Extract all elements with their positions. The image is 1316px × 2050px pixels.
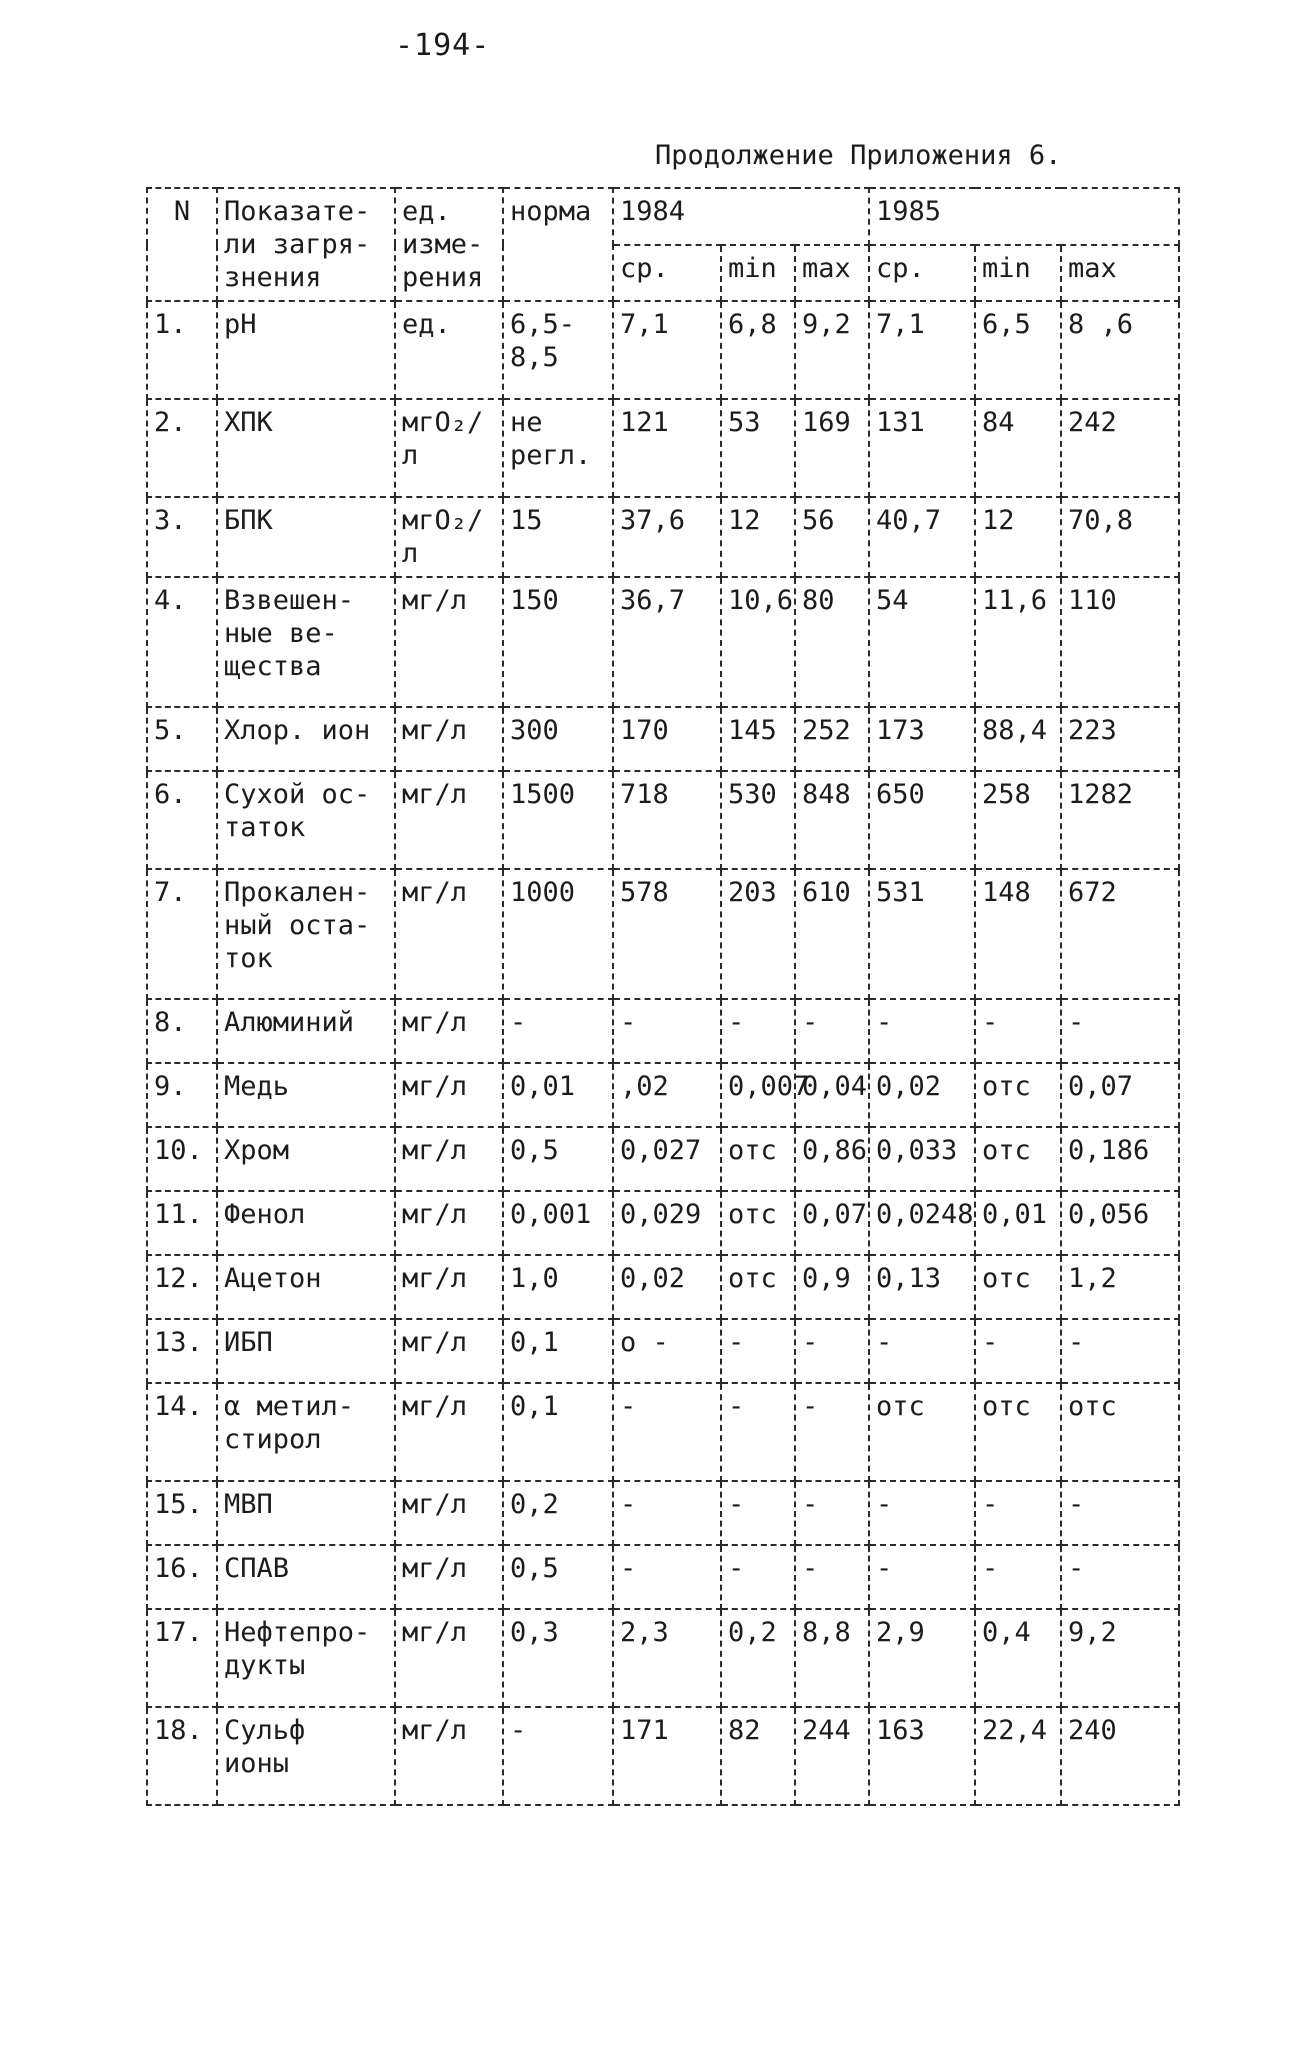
unit-cell: мгО₂/л xyxy=(395,497,503,577)
header-max-1984: max xyxy=(795,245,869,302)
table-row xyxy=(147,999,1179,1063)
min-1984-cell: - xyxy=(721,1319,795,1383)
min-1984-cell: 530 xyxy=(721,771,795,869)
min-1985-cell: отс xyxy=(975,1127,1061,1191)
norm-cell: - xyxy=(503,1707,613,1805)
avg-1985-cell: 40,7 xyxy=(869,497,975,577)
avg-1984-cell: - xyxy=(613,1545,721,1609)
avg-1984-cell: 578 xyxy=(613,869,721,999)
min-1985-cell: 84 xyxy=(975,399,1061,497)
indicator-name: Нефтепро- дукты xyxy=(217,1609,395,1707)
avg-1985-cell: 650 xyxy=(869,771,975,869)
norm-cell: 1000 xyxy=(503,869,613,999)
avg-1984-cell: 7,1 xyxy=(613,301,721,399)
row-number: 15. xyxy=(147,1481,217,1545)
indicator-name: Хлор. ион xyxy=(217,707,395,771)
table-row xyxy=(147,1545,1179,1609)
norm-cell: не регл. xyxy=(503,399,613,497)
norm-cell: 1,0 xyxy=(503,1255,613,1319)
avg-1984-cell: 170 xyxy=(613,707,721,771)
avg-1985-cell: 0,02 xyxy=(869,1063,975,1127)
avg-1984-cell: - xyxy=(613,999,721,1063)
max-1985-cell: 242 xyxy=(1061,399,1179,497)
table-row xyxy=(147,869,1179,999)
avg-1984-cell: - xyxy=(613,1481,721,1545)
indicator-name: Прокален- ный оста- ток xyxy=(217,869,395,999)
max-1985-cell: 0,07 xyxy=(1061,1063,1179,1127)
norm-cell: 15 xyxy=(503,497,613,577)
header-indicator: Показате- ли загря- знения xyxy=(217,188,395,301)
avg-1984-cell: 36,7 xyxy=(613,577,721,707)
row-number: 7. xyxy=(147,869,217,999)
min-1984-cell: 10,6 xyxy=(721,577,795,707)
min-1984-cell: - xyxy=(721,1383,795,1481)
max-1984-cell: 0,04 xyxy=(795,1063,869,1127)
min-1984-cell: 53 xyxy=(721,399,795,497)
avg-1985-cell: 173 xyxy=(869,707,975,771)
max-1985-cell: 240 xyxy=(1061,1707,1179,1805)
min-1985-cell: - xyxy=(975,1545,1061,1609)
norm-cell: 1500 xyxy=(503,771,613,869)
min-1984-cell: 203 xyxy=(721,869,795,999)
page-number: -194- xyxy=(395,28,491,63)
header-n: N xyxy=(147,188,217,301)
table-row xyxy=(147,707,1179,771)
max-1985-cell: 0,186 xyxy=(1061,1127,1179,1191)
norm-cell: 0,01 xyxy=(503,1063,613,1127)
min-1984-cell: 0,2 xyxy=(721,1609,795,1707)
unit-cell: ед. xyxy=(395,301,503,399)
max-1985-cell: - xyxy=(1061,1481,1179,1545)
max-1984-cell: 848 xyxy=(795,771,869,869)
row-number: 14. xyxy=(147,1383,217,1481)
unit-cell: мг/л xyxy=(395,1319,503,1383)
max-1984-cell: - xyxy=(795,1319,869,1383)
max-1985-cell: отс xyxy=(1061,1383,1179,1481)
min-1985-cell: 22,4 xyxy=(975,1707,1061,1805)
indicator-name: ХПК xyxy=(217,399,395,497)
header-unit: ед. изме- рения xyxy=(395,188,503,301)
table-row xyxy=(147,1609,1179,1707)
header-max-1985: max xyxy=(1061,245,1179,302)
max-1985-cell: 1282 xyxy=(1061,771,1179,869)
min-1985-cell: отс xyxy=(975,1255,1061,1319)
row-number: 9. xyxy=(147,1063,217,1127)
indicator-name: СПАВ xyxy=(217,1545,395,1609)
max-1984-cell: - xyxy=(795,1545,869,1609)
norm-cell: 0,001 xyxy=(503,1191,613,1255)
max-1984-cell: 8,8 xyxy=(795,1609,869,1707)
min-1985-cell: 6,5 xyxy=(975,301,1061,399)
indicator-name: МВП xyxy=(217,1481,395,1545)
max-1984-cell: - xyxy=(795,1481,869,1545)
table-row xyxy=(147,577,1179,707)
table-row xyxy=(147,771,1179,869)
unit-cell: мг/л xyxy=(395,869,503,999)
max-1984-cell: 0,07 xyxy=(795,1191,869,1255)
norm-cell: 0,1 xyxy=(503,1383,613,1481)
table-row xyxy=(147,1319,1179,1383)
indicator-name: Сухой ос- таток xyxy=(217,771,395,869)
unit-cell: мг/л xyxy=(395,1063,503,1127)
avg-1985-cell: - xyxy=(869,1319,975,1383)
min-1984-cell: отс xyxy=(721,1127,795,1191)
avg-1985-cell: 54 xyxy=(869,577,975,707)
avg-1984-cell: 718 xyxy=(613,771,721,869)
max-1985-cell: 110 xyxy=(1061,577,1179,707)
norm-cell: 300 xyxy=(503,707,613,771)
norm-cell: 0,3 xyxy=(503,1609,613,1707)
unit-cell: мг/л xyxy=(395,577,503,707)
row-number: 4. xyxy=(147,577,217,707)
header-year-1985: 1985 xyxy=(869,188,1179,245)
min-1985-cell: 258 xyxy=(975,771,1061,869)
indicator-name: α метил- стирол xyxy=(217,1383,395,1481)
max-1985-cell: 70,8 xyxy=(1061,497,1179,577)
indicator-name: Алюминий xyxy=(217,999,395,1063)
avg-1985-cell: - xyxy=(869,1481,975,1545)
row-number: 13. xyxy=(147,1319,217,1383)
max-1984-cell: 0,86 xyxy=(795,1127,869,1191)
min-1985-cell: - xyxy=(975,1319,1061,1383)
header-row-top xyxy=(147,188,1179,245)
min-1984-cell: - xyxy=(721,999,795,1063)
table-row xyxy=(147,1707,1179,1805)
unit-cell: мг/л xyxy=(395,1707,503,1805)
avg-1985-cell: - xyxy=(869,999,975,1063)
indicator-name: Фенол xyxy=(217,1191,395,1255)
norm-cell: - xyxy=(503,999,613,1063)
indicator-name: Медь xyxy=(217,1063,395,1127)
min-1984-cell: отс xyxy=(721,1255,795,1319)
row-number: 16. xyxy=(147,1545,217,1609)
max-1984-cell: 0,9 xyxy=(795,1255,869,1319)
header-norm: норма xyxy=(503,188,613,301)
header-avg-1984: ср. xyxy=(613,245,721,302)
avg-1985-cell: 0,033 xyxy=(869,1127,975,1191)
norm-cell: 150 xyxy=(503,577,613,707)
indicator-name: БПК xyxy=(217,497,395,577)
max-1985-cell: - xyxy=(1061,1319,1179,1383)
avg-1984-cell: о - xyxy=(613,1319,721,1383)
table-row xyxy=(147,399,1179,497)
row-number: 3. xyxy=(147,497,217,577)
min-1985-cell: 12 xyxy=(975,497,1061,577)
avg-1985-cell: 0,0248 xyxy=(869,1191,975,1255)
max-1984-cell: 56 xyxy=(795,497,869,577)
min-1985-cell: отс xyxy=(975,1063,1061,1127)
table-row xyxy=(147,301,1179,399)
min-1985-cell: 88,4 xyxy=(975,707,1061,771)
unit-cell: мг/л xyxy=(395,1127,503,1191)
avg-1985-cell: 531 xyxy=(869,869,975,999)
min-1985-cell: отс xyxy=(975,1383,1061,1481)
table-row xyxy=(147,1127,1179,1191)
max-1984-cell: - xyxy=(795,1383,869,1481)
min-1984-cell: - xyxy=(721,1545,795,1609)
min-1984-cell: 82 xyxy=(721,1707,795,1805)
table-row xyxy=(147,1383,1179,1481)
min-1985-cell: - xyxy=(975,1481,1061,1545)
header-min-1985: min xyxy=(975,245,1061,302)
norm-cell: 0,5 xyxy=(503,1127,613,1191)
unit-cell: мг/л xyxy=(395,1545,503,1609)
avg-1985-cell: - xyxy=(869,1545,975,1609)
avg-1985-cell: 131 xyxy=(869,399,975,497)
norm-cell: 0,5 xyxy=(503,1545,613,1609)
avg-1985-cell: 7,1 xyxy=(869,301,975,399)
continuation-label: Продолжение Приложения 6. xyxy=(655,140,1062,171)
indicator-name: Взвешен- ные ве- щества xyxy=(217,577,395,707)
table-row xyxy=(147,1481,1179,1545)
max-1985-cell: 0,056 xyxy=(1061,1191,1179,1255)
unit-cell: мг/л xyxy=(395,999,503,1063)
row-number: 17. xyxy=(147,1609,217,1707)
avg-1984-cell: 171 xyxy=(613,1707,721,1805)
row-number: 10. xyxy=(147,1127,217,1191)
unit-cell: мг/л xyxy=(395,707,503,771)
avg-1985-cell: 0,13 xyxy=(869,1255,975,1319)
min-1984-cell: 6,8 xyxy=(721,301,795,399)
indicator-name: Хром xyxy=(217,1127,395,1191)
unit-cell: мг/л xyxy=(395,1191,503,1255)
row-number: 18. xyxy=(147,1707,217,1805)
max-1985-cell: 672 xyxy=(1061,869,1179,999)
avg-1985-cell: 163 xyxy=(869,1707,975,1805)
unit-cell: мг/л xyxy=(395,1481,503,1545)
avg-1984-cell: 121 xyxy=(613,399,721,497)
header-min-1984: min xyxy=(721,245,795,302)
row-number: 5. xyxy=(147,707,217,771)
row-number: 11. xyxy=(147,1191,217,1255)
min-1984-cell: 0,007 xyxy=(721,1063,795,1127)
row-number: 2. xyxy=(147,399,217,497)
header-avg-1985: ср. xyxy=(869,245,975,302)
unit-cell: мг/л xyxy=(395,1383,503,1481)
unit-cell: мгО₂/л xyxy=(395,399,503,497)
unit-cell: мг/л xyxy=(395,771,503,869)
min-1984-cell: 145 xyxy=(721,707,795,771)
min-1985-cell: 148 xyxy=(975,869,1061,999)
max-1985-cell: 8 ,6 xyxy=(1061,301,1179,399)
max-1985-cell: - xyxy=(1061,999,1179,1063)
max-1984-cell: - xyxy=(795,999,869,1063)
max-1984-cell: 169 xyxy=(795,399,869,497)
min-1984-cell: - xyxy=(721,1481,795,1545)
max-1984-cell: 244 xyxy=(795,1707,869,1805)
avg-1984-cell: - xyxy=(613,1383,721,1481)
table-row xyxy=(147,1191,1179,1255)
min-1985-cell: 11,6 xyxy=(975,577,1061,707)
table-row xyxy=(147,1255,1179,1319)
min-1984-cell: 12 xyxy=(721,497,795,577)
max-1985-cell: 1,2 xyxy=(1061,1255,1179,1319)
indicator-name: Ацетон xyxy=(217,1255,395,1319)
min-1984-cell: отс xyxy=(721,1191,795,1255)
row-number: 12. xyxy=(147,1255,217,1319)
max-1984-cell: 252 xyxy=(795,707,869,771)
table-body xyxy=(147,301,1179,1805)
pollution-indicators-table xyxy=(146,187,1180,1806)
indicator-name: ИБП xyxy=(217,1319,395,1383)
avg-1984-cell: ,02 xyxy=(613,1063,721,1127)
header-year-1984: 1984 xyxy=(613,188,869,245)
norm-cell: 0,1 xyxy=(503,1319,613,1383)
max-1984-cell: 80 xyxy=(795,577,869,707)
table-row xyxy=(147,1063,1179,1127)
indicator-name: рН xyxy=(217,301,395,399)
unit-cell: мг/л xyxy=(395,1255,503,1319)
avg-1984-cell: 37,6 xyxy=(613,497,721,577)
avg-1984-cell: 0,02 xyxy=(613,1255,721,1319)
avg-1984-cell: 2,3 xyxy=(613,1609,721,1707)
table-row xyxy=(147,497,1179,577)
norm-cell: 6,5- 8,5 xyxy=(503,301,613,399)
max-1985-cell: 223 xyxy=(1061,707,1179,771)
row-number: 8. xyxy=(147,999,217,1063)
norm-cell: 0,2 xyxy=(503,1481,613,1545)
unit-cell: мг/л xyxy=(395,1609,503,1707)
row-number: 1. xyxy=(147,301,217,399)
avg-1984-cell: 0,029 xyxy=(613,1191,721,1255)
max-1984-cell: 610 xyxy=(795,869,869,999)
avg-1984-cell: 0,027 xyxy=(613,1127,721,1191)
max-1985-cell: - xyxy=(1061,1545,1179,1609)
avg-1985-cell: 2,9 xyxy=(869,1609,975,1707)
max-1984-cell: 9,2 xyxy=(795,301,869,399)
row-number: 6. xyxy=(147,771,217,869)
avg-1985-cell: отс xyxy=(869,1383,975,1481)
min-1985-cell: - xyxy=(975,999,1061,1063)
min-1985-cell: 0,4 xyxy=(975,1609,1061,1707)
max-1985-cell: 9,2 xyxy=(1061,1609,1179,1707)
indicator-name: Сульф ионы xyxy=(217,1707,395,1805)
min-1985-cell: 0,01 xyxy=(975,1191,1061,1255)
